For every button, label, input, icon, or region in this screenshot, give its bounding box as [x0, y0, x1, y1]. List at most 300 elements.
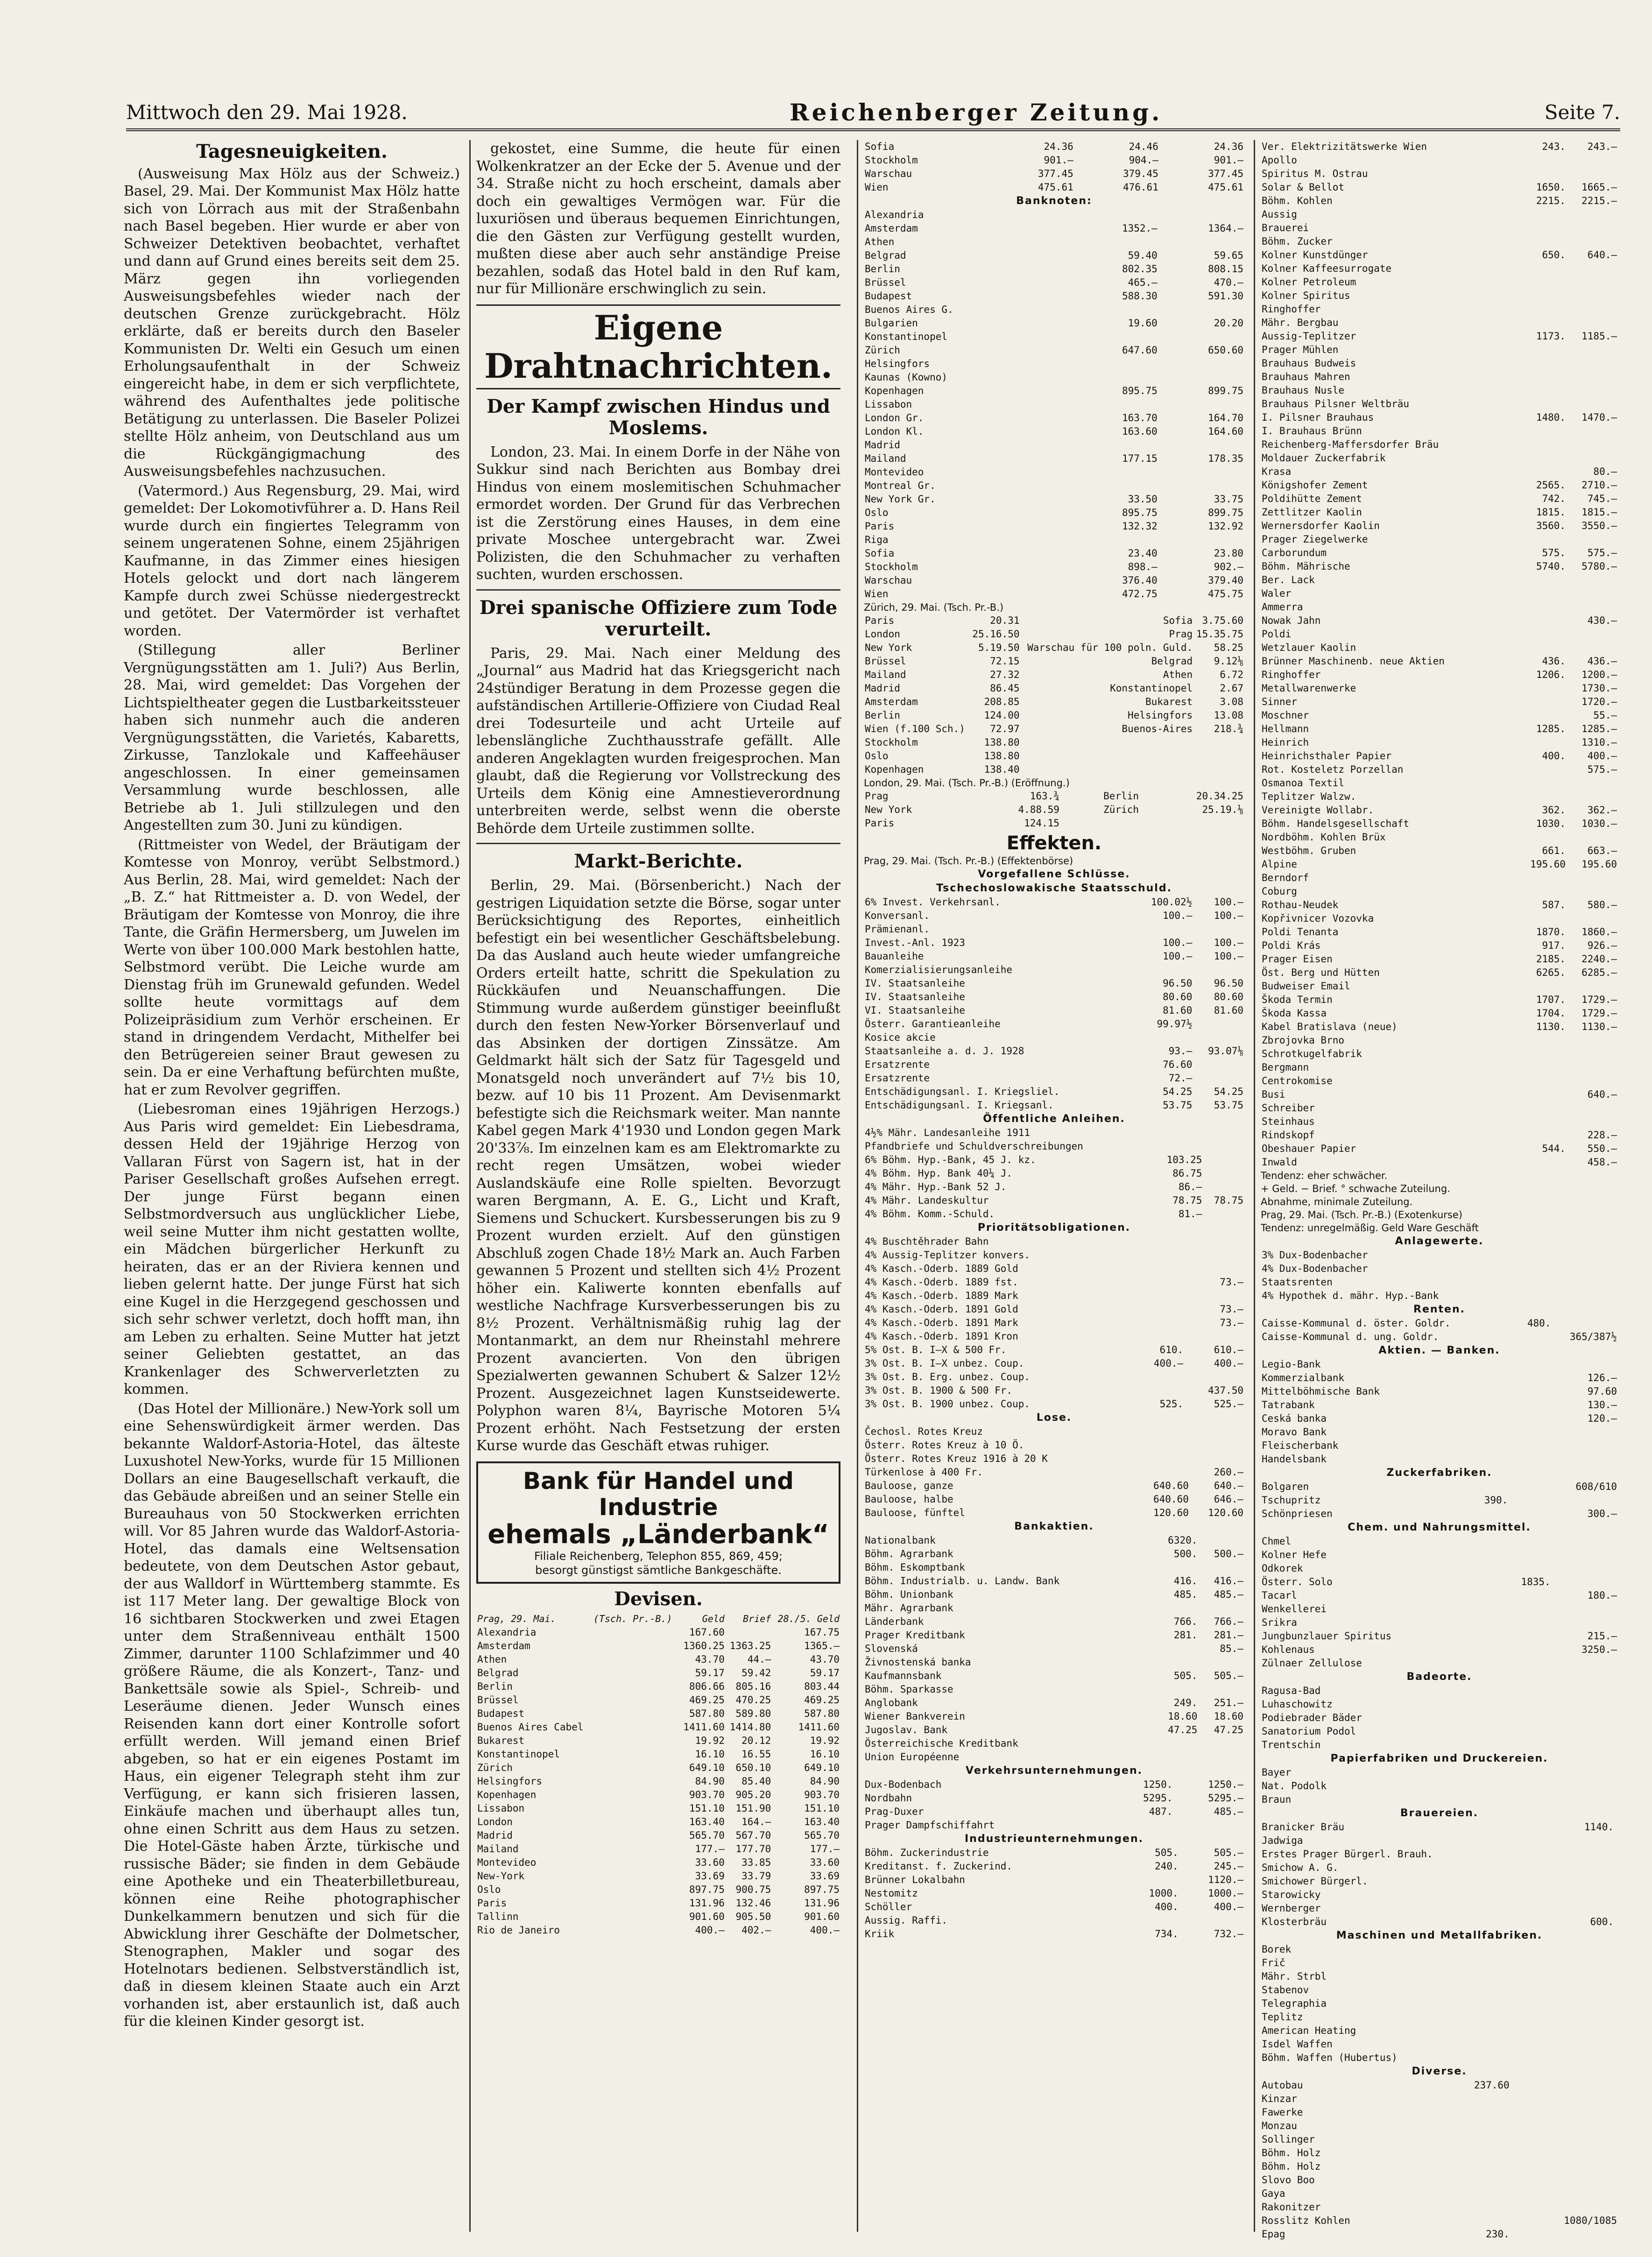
- table-cell: Zürich: [1103, 804, 1139, 815]
- table-cell: [593, 1924, 679, 1937]
- table-row: [864, 1289, 1244, 1303]
- table-row: [864, 736, 1244, 749]
- quote-table: [1261, 1684, 1618, 1752]
- table-section-title: Renten.: [1413, 1304, 1465, 1315]
- currency-name: Buenos Aires Cabel: [477, 1721, 584, 1733]
- table-row: [864, 1750, 1244, 1764]
- table-cell: Isdel Waffen: [1262, 2038, 1333, 2050]
- table-cell: Monzau: [1262, 2120, 1297, 2131]
- table-cell: 96.50: [1163, 977, 1193, 989]
- table-row: [1261, 804, 1618, 817]
- table-row: [476, 1666, 840, 1680]
- table-cell: [1560, 1848, 1615, 1861]
- table-cell: 59.65: [1214, 250, 1243, 261]
- rate-value: 470.25: [735, 1694, 771, 1706]
- table-cell: [1567, 289, 1618, 303]
- table-cell: 25.16.50: [972, 628, 1020, 640]
- table-cell: Konversanl.: [865, 910, 930, 921]
- table-cell: Autobau: [1262, 2080, 1303, 2091]
- table-cell: 180.—: [1587, 1590, 1617, 1601]
- table-cell: [1073, 357, 1158, 371]
- table-cell: 1140.: [1584, 1821, 1614, 1833]
- effekten-title: Effekten.: [1006, 832, 1102, 854]
- table-row: [864, 1452, 1244, 1466]
- table-cell: [1609, 1983, 1613, 1997]
- table-cell: American Heating: [1262, 2025, 1356, 2036]
- table-cell: [593, 1788, 679, 1802]
- table-cell: [1511, 2119, 1618, 2133]
- table-cell: Westböhm. Gruben: [1262, 845, 1356, 856]
- rate-value: 1411.60: [798, 1721, 840, 1733]
- rate-value: 806.66: [689, 1681, 725, 1692]
- table-cell: New York: [865, 804, 912, 815]
- table-cell: [1515, 1101, 1567, 1115]
- table-row: [864, 438, 1244, 452]
- table-cell: 901.—: [1044, 155, 1073, 166]
- table-cell: 81.—: [1178, 1208, 1202, 1220]
- table-row: [864, 1534, 1244, 1547]
- table-cell: 917.: [1542, 940, 1566, 951]
- table-row: [1261, 1101, 1618, 1115]
- table-cell: [1545, 1358, 1618, 1371]
- table-cell: 901.—: [1214, 155, 1243, 166]
- table-row: [1261, 370, 1618, 384]
- table-section-title: Banknoten:: [1016, 195, 1092, 207]
- table-cell: Wien (f.100 Sch.): [865, 723, 965, 734]
- table-cell: Centrokomise: [1262, 1075, 1333, 1086]
- table-row: [864, 1425, 1244, 1439]
- table-cell: [1158, 479, 1244, 493]
- currency-name: Athen: [477, 1654, 507, 1665]
- table-cell: [1515, 167, 1567, 181]
- table-cell: 163.¾: [1030, 790, 1059, 802]
- table-cell: Paris: [865, 818, 895, 829]
- table-cell: 18.60: [1214, 1710, 1243, 1722]
- table-cell: [1609, 1779, 1618, 1793]
- table-row: [1261, 1766, 1618, 1779]
- table-cell: [593, 1666, 679, 1680]
- table-cell: 243.: [1542, 141, 1566, 152]
- table-cell: [1496, 1548, 1552, 1562]
- rate-value: 649.10: [689, 1762, 725, 1773]
- table-row: [1261, 303, 1618, 316]
- table-cell: [1511, 2106, 1618, 2119]
- table-cell: Böhm. Zuckerindustrie: [865, 1847, 989, 1858]
- table-cell: [1540, 1358, 1545, 1371]
- table-cell: [1438, 2201, 1511, 2214]
- table-cell: 898.—: [1128, 561, 1158, 572]
- table-row: [864, 1601, 1244, 1615]
- table-cell: 580.—: [1587, 899, 1617, 910]
- table-cell: [593, 1626, 679, 1639]
- table-cell: Steinhaus: [1262, 1116, 1315, 1127]
- table-row: [864, 533, 1244, 547]
- table-cell: [1609, 2024, 1613, 2038]
- table-cell: Schöller: [865, 1901, 912, 1912]
- table-row: [1261, 1061, 1618, 1074]
- table-cell: 505.—: [1214, 1670, 1243, 1681]
- devisen-title: Devisen.: [614, 1587, 703, 1610]
- table-cell: [1515, 316, 1567, 330]
- table-row: [1261, 1289, 1618, 1303]
- table-row: [864, 1846, 1244, 1860]
- table-row: [864, 506, 1244, 520]
- table-row: [1261, 912, 1618, 925]
- rate-value: 20.12: [741, 1735, 771, 1746]
- table-cell: 4% Kasch.-Oderb. 1889 Gold: [865, 1263, 1018, 1274]
- table-cell: 100.—: [1163, 910, 1193, 921]
- table-cell: 2215.—: [1581, 195, 1617, 206]
- table-row: [1261, 2119, 1618, 2133]
- table-cell: [1615, 1915, 1618, 1929]
- table-cell: 663.—: [1587, 845, 1617, 856]
- rate-value: 164.—: [741, 1816, 771, 1827]
- table-row: [864, 1248, 1244, 1262]
- table-cell: Smichower Bürgerl.: [1262, 1876, 1368, 1887]
- rate-value: 400.—: [695, 1925, 725, 1936]
- table-cell: 164.70: [1208, 412, 1243, 423]
- table-row: [476, 1883, 840, 1897]
- table-cell: Nestomitz: [865, 1887, 918, 1899]
- table-row: [476, 1693, 840, 1707]
- table-cell: Böhm. Agrarbank: [865, 1548, 953, 1559]
- table-cell: Wernberger: [1262, 1903, 1321, 1914]
- table-row: [1261, 858, 1618, 871]
- currency-name: New-York: [477, 1870, 525, 1882]
- table-cell: 1470.—: [1581, 412, 1617, 423]
- table-cell: Buenos Aires G.: [865, 304, 953, 315]
- header-cell: Geld: [702, 1613, 725, 1624]
- table-cell: 1815.—: [1581, 507, 1617, 518]
- table-row: [1261, 2201, 1618, 2214]
- table-cell: 1206.: [1536, 669, 1566, 680]
- table-cell: 80.60: [1214, 991, 1243, 1002]
- table-cell: [1567, 262, 1618, 275]
- table-cell: [1511, 2187, 1618, 2201]
- table-cell: [1060, 817, 1140, 830]
- table-row: [1261, 871, 1618, 885]
- table-cell: Klosterbräu: [1262, 1916, 1327, 1927]
- currency-name: Helsingfors: [477, 1776, 543, 1787]
- table-cell: [1158, 533, 1244, 547]
- table-cell: 2565.: [1536, 480, 1566, 491]
- table-cell: Sinner: [1262, 696, 1297, 707]
- table-cell: [593, 1721, 679, 1734]
- table-row: [1261, 2173, 1618, 2187]
- table-cell: 3560.: [1536, 520, 1566, 531]
- table-cell: [1599, 1779, 1608, 1793]
- ad-line: besorgt günstigst sämtliche Bankgeschäfte.: [535, 1563, 782, 1577]
- table-cell: [1114, 1819, 1174, 1832]
- table-cell: 904.—: [1129, 155, 1158, 166]
- table-cell: [1552, 1616, 1618, 1629]
- table-row: [1261, 1074, 1618, 1088]
- table-cell: [593, 1815, 679, 1829]
- table-cell: Nordböhm. Kohlen Brüx: [1262, 832, 1386, 843]
- table-cell: [1540, 1371, 1545, 1385]
- rate-value: 59.17: [810, 1667, 840, 1679]
- quote-table: [1261, 1943, 1618, 2065]
- table-cell: 400.—: [1214, 1357, 1243, 1369]
- table-cell: [1567, 154, 1618, 167]
- table-cell: Tatrabank: [1262, 1399, 1315, 1411]
- table-row: [864, 425, 1244, 438]
- table-cell: [1515, 980, 1567, 993]
- table-cell: [1567, 1101, 1618, 1115]
- news-item: (Stillegung aller Berliner Vergnügungsstätten am 1. Juli?) Aus Berlin, 28. Mai, wird gemeldet: Das Vorgehen der Lichtspieltheater gegen die Lustbarkeitssteuer haben sich nunmehr auch die anderen Vergnügungsstätten, die Varietés, Kabaretts, Zirkusse, Tanzlokale und Kaffeehäuser angeschlossen. In einer gemeinsamen Versammlung wurde beschlossen, alle Betriebe ab 1. Juli stillzulegen und den Angestellten zum 30. Juni zu kündigen.: [124, 642, 460, 833]
- stocks-column: [1254, 140, 1618, 2240]
- table-cell: 97.60: [1587, 1386, 1617, 1397]
- table-cell: 1000.: [1149, 1887, 1179, 1899]
- quote-table: [1261, 1766, 1618, 1806]
- news-item: (Das Hotel der Millionäre.) New-York soll um eine Sehenswürdigkeit ärmer werden. Das bekannte Waldorf-Astoria-Hotel, das älteste Luxushotel New-Yorks, wurde für 15 Millionen Dollars an eine Baugesellschaft verkauft, die das Gebäude abreißen und an seiner Stelle ein Bureauhaus von 50 Stockwerken errichten will. Vor 85 Jahren wurde das Waldorf-Astoria-Hotel, das damals eine Weltsensation bedeutete, von dem Deutschen Astor gebaut, der aus Walldorf in Württemberg stammte. Es ist 117 Meter lang. Der gewaltige Block von 16 sichtbaren Stockwerken und zwei Etagen unter dem Straßenniveau enthält 1500 Zimmer, darunter 1100 Schlafzimmer und 40 größere Räume, die als Konzert-, Tanz- und Bankettsäle sowie als Spiel-, Schreib- und Leseräume dienen. Jeder Wunsch eines Reisenden kann dort einer Kontrolle sofort erfüllt werden. Will jemand einen Brief abgeben, so hat er ein eigenes Postamt im Haus, ein eigener Telegraph steht ihm zur Verfügung, er kann sich frisieren lassen, Einkäufe machen und überhaupt alles tun, ohne einen Schritt aus dem Haus zu setzen. Die Hotel-Gäste haben Ärzte, türkische und russische Bäder; sie finden in dem Gebäude eine Apotheke und ein Theaterbilletbureau, können eine Reihe photographischer Dunkelkammern benutzen und sich für die Abwicklung ihrer Geschäfte der Dolmetscher, Stenographen, Makler und sogar des Hotelnotars bedienen. Selbstverständlich ist, daß in diesem kleinen Staate auch ein Arzt vorhanden ist, aber erstaunlich ist, daß auch für die kleinen Kinder gesorgt ist.: [124, 1400, 460, 2030]
- table-row: [1261, 1888, 1618, 1902]
- table-cell: New York: [865, 642, 912, 653]
- table-row: [864, 140, 1244, 154]
- table-cell: [1193, 763, 1244, 776]
- table-cell: [1614, 1248, 1618, 1262]
- table-cell: Österr. Solo: [1262, 1576, 1333, 1587]
- table-cell: Prag: [1169, 628, 1193, 640]
- table-cell: 575.—: [1587, 547, 1617, 558]
- table-cell: [1612, 1711, 1618, 1725]
- table-cell: [1515, 628, 1567, 641]
- table-row: [864, 289, 1244, 303]
- table-cell: [1203, 1167, 1244, 1180]
- table-section-title: Verkehrsunternehmungen.: [966, 1764, 1143, 1777]
- table-row: [1261, 492, 1618, 506]
- table-cell: 3250.—: [1581, 1644, 1617, 1655]
- table-cell: Aussig. Raffi.: [865, 1914, 948, 1926]
- table-cell: [593, 1897, 679, 1910]
- table-cell: 5.19.50: [978, 642, 1020, 653]
- table-row: [864, 695, 1244, 709]
- quote-table: [864, 1778, 1244, 1832]
- table-row: [864, 1017, 1244, 1031]
- table-cell: 5295.: [1143, 1792, 1173, 1804]
- page-number: Seite 7.: [1544, 100, 1620, 124]
- table-row: [864, 317, 1244, 330]
- table-cell: Schönpriesen: [1262, 1508, 1333, 1519]
- table-cell: Buenos-Aires: [1122, 723, 1193, 734]
- table-cell: [1612, 1738, 1618, 1752]
- table-cell: [1515, 1074, 1567, 1088]
- quote-table: [1261, 140, 1618, 1169]
- table-row: [864, 249, 1244, 262]
- table-cell: [1515, 303, 1567, 316]
- table-row: [864, 668, 1244, 682]
- table-cell: [1438, 2119, 1511, 2133]
- table-cell: 575.: [1542, 547, 1566, 558]
- table-cell: 59.40: [1128, 250, 1158, 261]
- table-cell: Brauhaus Nusle: [1262, 385, 1345, 396]
- table-row: [1261, 722, 1618, 736]
- rate-value: 131.96: [689, 1897, 725, 1909]
- table-row: [864, 1778, 1244, 1791]
- table-cell: 93.07⅛: [1208, 1045, 1243, 1057]
- table-cell: Wien: [865, 182, 889, 193]
- table-cell: 640.—: [1587, 249, 1617, 261]
- rate-value: 649.10: [804, 1762, 840, 1773]
- table-cell: 15.35.75: [1196, 628, 1243, 640]
- table-cell: 24.36: [1214, 141, 1243, 152]
- table-row: [1261, 1115, 1618, 1128]
- rate-value: 85.40: [741, 1776, 771, 1787]
- table-cell: Riga: [865, 534, 889, 545]
- rate-value: 151.90: [735, 1803, 771, 1814]
- currency-name: Rio de Janeiro: [477, 1925, 560, 1936]
- table-cell: Böhm. Eskomptbank: [865, 1561, 965, 1573]
- table-cell: 120.60: [1208, 1507, 1243, 1518]
- table-cell: 436.—: [1587, 656, 1617, 667]
- table-row: [1261, 817, 1618, 831]
- table-cell: Kommerzialbank: [1262, 1372, 1345, 1383]
- table-cell: [1073, 533, 1158, 547]
- table-cell: 3% Ost. B. 1900 unbez. Coup.: [865, 1398, 1031, 1410]
- table-section-title: Vorgefallene Schlüsse.: [978, 868, 1130, 880]
- table-cell: 58.25: [1214, 642, 1243, 653]
- table-cell: [1615, 1834, 1618, 1848]
- table-row: [476, 1653, 840, 1666]
- table-cell: [1515, 871, 1567, 885]
- quote-table: [1261, 2079, 1618, 2241]
- table-cell: Prager Eisen: [1262, 953, 1333, 965]
- table-cell: [1545, 1425, 1618, 1439]
- table-cell: [1609, 1793, 1618, 1806]
- table-cell: 362.: [1542, 804, 1566, 816]
- table-cell: Böhm. Sparkasse: [865, 1683, 953, 1695]
- table-cell: Škoda Kassa: [1262, 1008, 1327, 1019]
- table-row: [864, 1506, 1244, 1520]
- table-cell: 1000.—: [1208, 1887, 1243, 1899]
- table-cell: Frič: [1262, 1957, 1285, 1968]
- table-cell: 3% Ost. B. Erg. unbez. Coup.: [865, 1371, 1031, 1382]
- rate-value: 565.70: [804, 1830, 840, 1841]
- table-cell: [1496, 1643, 1552, 1657]
- divider: [476, 589, 840, 591]
- table-cell: 73.—: [1220, 1317, 1243, 1328]
- table-cell: Osmanoa Textil: [1262, 777, 1345, 789]
- table-cell: Bauanleihe: [865, 950, 924, 962]
- table-row: [1261, 844, 1618, 858]
- table-cell: [1515, 736, 1567, 749]
- table-row: [1261, 1684, 1618, 1698]
- table-cell: Bergmann: [1262, 1062, 1309, 1073]
- table-row: [1261, 790, 1618, 804]
- table-cell: 120.60: [1153, 1507, 1189, 1518]
- table-cell: 100.02½: [1151, 896, 1193, 908]
- rate-value: 650.10: [735, 1762, 771, 1773]
- table-cell: 587.: [1542, 899, 1566, 910]
- table-cell: Busi: [1262, 1089, 1285, 1100]
- table-cell: Madrid: [865, 683, 900, 694]
- table-cell: [1552, 1535, 1618, 1548]
- table-cell: 1352.—: [1122, 223, 1158, 234]
- table-cell: [1438, 2214, 1511, 2228]
- table-cell: 81.60: [1214, 1004, 1243, 1016]
- table-cell: 899.75: [1208, 507, 1243, 518]
- table-cell: Entschädigungsanl. I. Kriegsliel.: [865, 1086, 1060, 1097]
- table-cell: Vereinigte Wollabr.: [1262, 804, 1374, 816]
- table-row: [864, 1058, 1244, 1072]
- table-cell: 195.60: [1581, 859, 1617, 870]
- news-item: (Vatermord.) Aus Regensburg, 29. Mai, wird gemeldet: Der Lokomotivführer a. D. Hans Reil wurde durch ein fingiertes Telegramm von seinem ungeratenen Sohne, einem 25jährigen Kaufmanne, in das Zimmer eines hiesigen Hotels gelockt und dort nach längerem Kampfe durch zwei Schüsse niedergestreckt und getötet. Der Vatermörder ist verhaftet worden.: [124, 482, 460, 639]
- table-row: [1261, 506, 1618, 519]
- table-cell: [1599, 1766, 1608, 1779]
- table-cell: 4% Buschtěhrader Bahn: [865, 1235, 989, 1247]
- table-cell: [1184, 1235, 1244, 1248]
- table-row: [1261, 925, 1618, 939]
- table-cell: [1021, 763, 1194, 776]
- table-row: [1261, 2092, 1618, 2106]
- table-row: [1261, 140, 1618, 154]
- table-cell: [1567, 628, 1618, 641]
- table-row: [1261, 614, 1618, 628]
- table-cell: [1158, 466, 1244, 479]
- table-row: [476, 1856, 840, 1869]
- table-row: [864, 181, 1244, 194]
- table-cell: 802.35: [1122, 263, 1158, 275]
- table-cell: Heinrichsthaler Papier: [1262, 750, 1392, 762]
- table-cell: 487.: [1149, 1806, 1173, 1817]
- table-cell: Borek: [1262, 1944, 1292, 1955]
- table-cell: [1515, 1061, 1567, 1074]
- table-row: [1261, 1088, 1618, 1101]
- table-cell: [1203, 1153, 1244, 1167]
- currency-name: Brüssel: [477, 1694, 519, 1706]
- table-cell: 1030.: [1536, 818, 1566, 829]
- table-cell: 646.—: [1214, 1493, 1243, 1505]
- table-cell: Podiebrader Bäder: [1262, 1712, 1362, 1723]
- table-cell: Alpine: [1262, 859, 1297, 870]
- table-cell: [1152, 1737, 1199, 1750]
- table-cell: 27.32: [990, 669, 1020, 680]
- table-cell: 436.: [1542, 656, 1566, 667]
- table-cell: [1021, 749, 1194, 763]
- table-cell: Alexandria: [865, 209, 924, 220]
- table-cell: Brünner Maschinenb. neue Aktien: [1262, 656, 1445, 667]
- table-cell: Poldi: [1262, 628, 1292, 640]
- table-row: [864, 1900, 1244, 1914]
- table-cell: 80.60: [1163, 991, 1193, 1002]
- table-cell: [1615, 1888, 1618, 1902]
- table-cell: [1184, 1330, 1244, 1343]
- table-cell: 126.—: [1587, 1372, 1617, 1383]
- table-cell: [1615, 1902, 1618, 1915]
- table-cell: 4% Böhm. Hyp. Bank 40¼ J.: [865, 1167, 1013, 1179]
- table-cell: [1605, 1711, 1611, 1725]
- table-row: [476, 1775, 840, 1788]
- table-cell: [1605, 1738, 1611, 1752]
- table-cell: Stabenov: [1262, 1984, 1309, 1996]
- table-cell: [1567, 343, 1618, 357]
- table-row: [1261, 235, 1618, 248]
- table-cell: [593, 1707, 679, 1721]
- table-cell: Chmel: [1262, 1536, 1292, 1547]
- table-cell: 610.: [1159, 1344, 1184, 1355]
- table-cell: 588.30: [1122, 290, 1158, 302]
- table-cell: 525.—: [1214, 1398, 1243, 1410]
- rate-value: 33.60: [810, 1857, 840, 1868]
- table-cell: Kolner Kaffeesurrogate: [1262, 263, 1392, 274]
- table-cell: Solar & Bellot: [1262, 182, 1345, 193]
- table-row: [864, 722, 1244, 736]
- table-cell: Stockholm: [865, 155, 918, 166]
- table-cell: 163.60: [1122, 426, 1158, 437]
- rate-value: [726, 1626, 772, 1639]
- table-cell: 734.: [1155, 1928, 1179, 1940]
- table-cell: Slovenská: [865, 1643, 918, 1654]
